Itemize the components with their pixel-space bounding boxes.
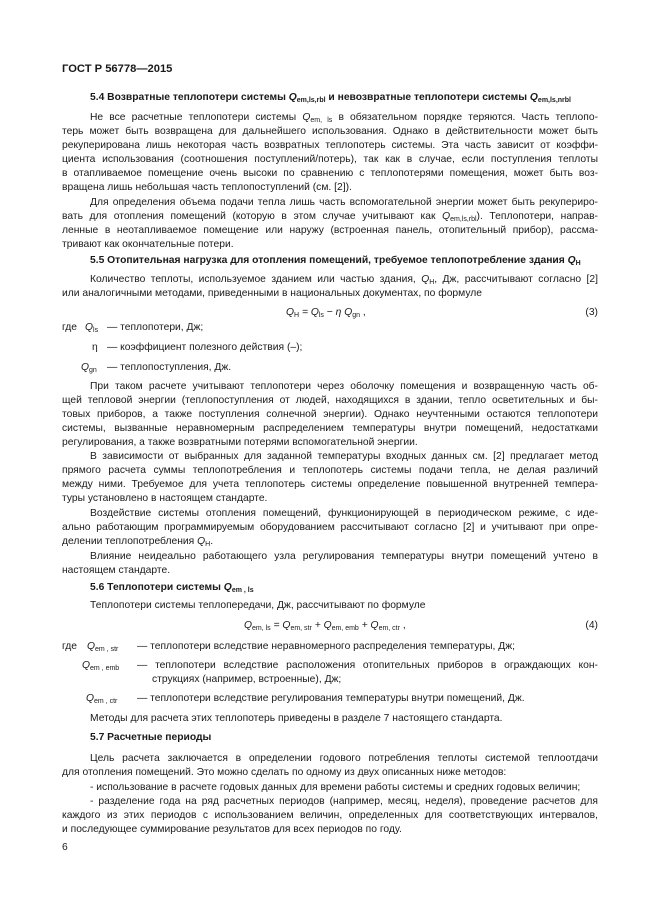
paragraph-line: щей тепловой энергии (теплопоступления от людей, находящихся в здании, тепло осветительных и бы-: [62, 395, 598, 406]
symbol-desc: — теплопотери вследствие регулирования температуры внутри помещений, Дж.: [137, 693, 525, 704]
list-item: - разделение года на ряд расчетных периодов (например, месяц, неделя), проведение расчетов для: [90, 796, 598, 807]
paragraph-line: прямого расчета суммы теплопотребления и теплопотерь системы подачи тепла, не делая различий: [62, 465, 598, 476]
paragraph-line: каждого из этих периодов с использованием величин, определенных для соответствующих интервалов,: [62, 810, 598, 821]
paragraph-line: Количество теплоты, используемое зданием или частью здания, $Q_H$, Дж, рассчитывают согласно [2]: [90, 274, 598, 286]
symbol-def: $Q_{gn}$: [81, 362, 97, 374]
where-label: где: [62, 641, 78, 652]
equation-4: $Q_{em, ls} = Q_{em, str} + Q_{em, emb} + Q_{em, ctr}$ ,: [244, 620, 406, 632]
symbol-desc: — теплопотери, Дж;: [107, 322, 204, 333]
paragraph-line: ленные в неотапливаемое помещение или наружу (встроенная панель, отопительный прибор), рассма-: [62, 225, 598, 236]
paragraph-line: При таком расчете учитывают теплопотери через оболочку помещения и возвращенную часть об-: [90, 381, 598, 392]
paragraph-line: циента использования (соотношения поступлений/потерь), так как в случае, если поступления теплоты: [62, 154, 598, 165]
paragraph-line: для отопления помещений. Это можно сделать по одному из двух описанных ниже методов:: [62, 767, 507, 778]
paragraph-line: Теплопотери системы теплопередачи, Дж, рассчитывают по формуле: [90, 600, 426, 611]
section-5-7-heading: 5.7 Расчетные периоды: [90, 732, 212, 743]
where-label: где: [62, 322, 78, 333]
symbol-desc: — теплопотери вследствие неравномерного распределения температуры, Дж;: [137, 641, 515, 652]
paragraph-line: вать для отопления помещений (которую в этом случае учитывают как $Q_{em,ls,rbl}$). Теплопотери, направ-: [62, 211, 598, 223]
paragraph-line: или аналогичными методами, приведенными в национальных документах, по формуле: [62, 288, 482, 299]
paragraph-line: Влияние неидеально работающего узла регулирования температуры внутри помещений учтено в: [90, 551, 598, 562]
paragraph-line: рекуперирована лишь некоторая часть возвратных теплопотерь системы. Эта часть зависит от коэффи-: [62, 140, 598, 151]
equation-3: $Q_H = Q_{ls} - \eta$ $Q_{gn}$ ,: [286, 307, 366, 319]
symbol-def: $Q_{em , str}$: [87, 641, 119, 653]
equation-3-number: (3): [585, 307, 598, 318]
paragraph-line: Воздействие системы отопления помещений, функционирующей в периодическом режиме, с иде-: [90, 508, 598, 519]
paragraph-line: Цель расчета заключается в определении годового потребления теплоты системой теплоотдачи: [90, 753, 598, 764]
symbol-def: $Q_{em , ctr}$: [86, 693, 118, 705]
page-number: 6: [62, 842, 68, 853]
section-5-6-heading: 5.6 Теплопотери системы $Q_{em , ls}$: [90, 582, 254, 594]
symbol-def: $Q_{ls}$: [85, 322, 99, 334]
paragraph-line: настоящем стандарте.: [62, 565, 171, 576]
symbol-desc: — теплопотери вследствие расположения отопительных приборов в ограждающих кон-: [137, 660, 598, 671]
document-header: ГОСТ Р 56778—2015: [62, 63, 173, 75]
paragraph-line: регулирования, а также возвратными потерями вспомогательной энергии.: [62, 437, 418, 448]
paragraph-line: ально работающим программируемым оборудованием рассчитывают согласно [2] и учитывают при опре-: [62, 522, 598, 533]
paragraph-line: товых приборов, а также поступления солнечной энергии). Однако неучтенными остаются теплопотери: [62, 409, 598, 420]
list-item: - использование в расчете годовых данных для времени работы системы и средних годовых величин;: [90, 782, 581, 793]
symbol-desc: — коэффициент полезного действия (–);: [107, 342, 303, 353]
symbol-def: η: [92, 342, 98, 353]
paragraph-line: и последующее суммирование результатов для всех периодов по году.: [62, 824, 402, 835]
symbol-desc: — теплопоступления, Дж.: [107, 362, 232, 373]
paragraph-line: тривают как окончательные потери.: [62, 239, 234, 250]
paragraph-line: вращена лишь небольшая часть теплопоступлений (см. [2]).: [62, 182, 352, 193]
paragraph-line: Не все расчетные теплопотери системы $Q_{em, ls}$ в обязательном порядке теряются. Часть теплопо-: [90, 112, 599, 124]
paragraph-line: туры установлено в настоящем стандарте.: [62, 493, 268, 504]
paragraph-line: делении теплопотребления $Q_H$.: [62, 536, 214, 548]
section-5-4-heading: 5.4 Возвратные теплопотери системы $Q_{em,ls,rbl}$ и невозвратные теплопотери системы $Q_{em,ls,nrbl}$: [90, 92, 571, 104]
symbol-def: $Q_{em , emb}$: [82, 660, 120, 672]
paragraph-line: между ними. Требуемое для учета теплопотерь системы определение повышенной внутренней темпера-: [62, 479, 598, 490]
paragraph-line: Для определения объема подачи тепла лишь часть вспомогательной энергии может быть рекуперирo-: [90, 197, 598, 208]
section-5-5-heading: 5.5 Отопительная нагрузка для отопления помещений, требуемое теплопотребление здания $Q_H$: [90, 255, 581, 267]
paragraph-line: В зависимости от выбранных для заданной температуры входных данных см. [2] предлагает метод: [90, 451, 598, 462]
equation-4-number: (4): [585, 620, 598, 631]
paragraph-line: Методы для расчета этих теплопотерь приведены в разделе 7 настоящего стандарта.: [90, 713, 503, 724]
paragraph-line: терь может быть возвращена для дальнейшего использования. Однако в действительности может быть: [62, 126, 598, 137]
paragraph-line: системы, вызванные неравномерным распределением температуры внутри помещений, недостатками: [62, 423, 598, 434]
paragraph-line: в отапливаемое помещение очень высоки по сравнению с теплопотерями помещения, может быть воз-: [62, 168, 598, 179]
symbol-desc: струкциях (например, встроенные), Дж;: [152, 674, 342, 685]
